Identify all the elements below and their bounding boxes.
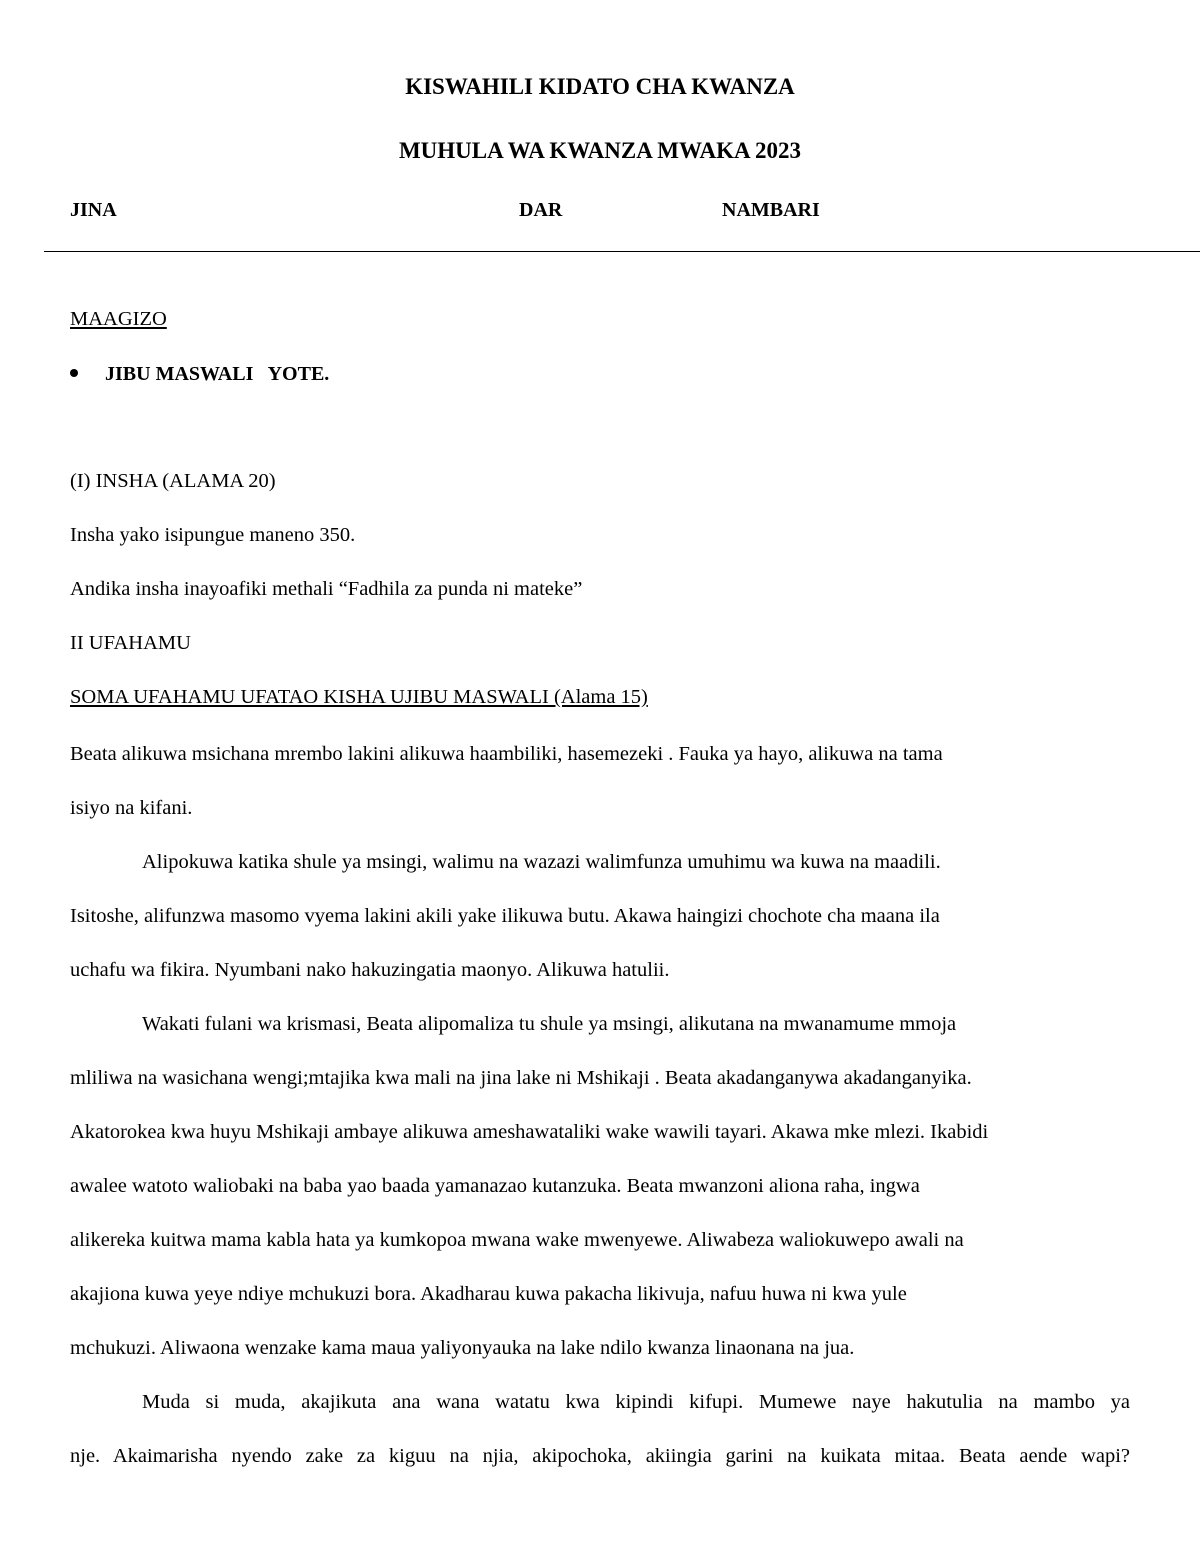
passage-line: Muda si muda, akajikuta ana wana watatu kwa kipindi kifupi. Mumewe naye hakutulia na mambo ya [142, 1391, 1130, 1413]
section2-subheading: SOMA UFAHAMU UFATAO KISHA UJIBU MASWALI (Alama 15) [70, 686, 648, 708]
passage-line: mchukuzi. Aliwaona wenzake kama maua yaliyonyauka na lake ndilo kwanza linaonana na jua. [70, 1337, 855, 1359]
passage-line: alikereka kuitwa mama kabla hata ya kumkopoa mwana wake mwenyewe. Aliwabeza waliokuwepo awali na [70, 1229, 964, 1251]
instructions-bullet: JIBU MASWALI YOTE. [105, 363, 330, 385]
page-subtitle: MUHULA WA KWANZA MWAKA 2023 [398, 138, 802, 163]
passage-line: nje. Akaimarisha nyendo zake za kiguu na njia, akipochoka, akiingia garini na kuikata mitaa. Beata aende wapi? [70, 1445, 1130, 1467]
passage-line: mliliwa na wasichana wengi;mtajika kwa mali na jina lake ni Mshikaji . Beata akadanganywa akadanganyika. [70, 1067, 972, 1089]
section1-line2: Andika insha inayoafiki methali “Fadhila za punda ni mateke” [70, 578, 583, 600]
passage-line: Akatorokea kwa huyu Mshikaji ambaye alikuwa ameshawataliki wake wawili tayari. Akawa mke mlezi. Ikabidi [70, 1121, 989, 1143]
passage-line: Wakati fulani wa krismasi, Beata alipomaliza tu shule ya msingi, alikutana na mwanamume mmoja [142, 1013, 957, 1035]
instructions-heading: MAAGIZO [70, 308, 167, 330]
section1-heading: (I) INSHA (ALAMA 20) [70, 470, 276, 492]
section1-line1: Insha yako isipungue maneno 350. [70, 524, 356, 546]
section2-heading: II UFAHAMU [70, 632, 191, 654]
passage-line: uchafu wa fikira. Nyumbani nako hakuzingatia maonyo. Alikuwa hatulii. [70, 959, 670, 981]
passage-line: Beata alikuwa msichana mrembo lakini alikuwa haambiliki, hasemezeki . Fauka ya hayo, alikuwa na tama [70, 743, 943, 765]
bullet-icon [70, 369, 78, 377]
passage-line: isiyo na kifani. [70, 797, 193, 819]
number-field-label: NAMBARI [722, 199, 820, 221]
page-title: KISWAHILI KIDATO CHA KWANZA [405, 74, 795, 99]
passage-line: awalee watoto waliobaki na baba yao baada yamanazao kutanzuka. Beata mwanzoni aliona raha, ingwa [70, 1175, 920, 1197]
comprehension-passage [70, 727, 1130, 1483]
passage-line: akajiona kuwa yeye ndiye mchukuzi bora. Akadharau kuwa pakacha likivuja, nafuu huwa ni kwa yule [70, 1283, 907, 1305]
passage-line: Isitoshe, alifunzwa masomo vyema lakini akili yake ilikuwa butu. Akawa haingizi chochote cha maana ila [70, 905, 940, 927]
name-field-label: JINA [70, 199, 117, 221]
passage-line: Alipokuwa katika shule ya msingi, walimu na wazazi walimfunza umuhimu wa kuwa na maadili. [142, 851, 941, 873]
header-divider [44, 251, 1200, 252]
class-field-label: DAR [519, 199, 563, 221]
